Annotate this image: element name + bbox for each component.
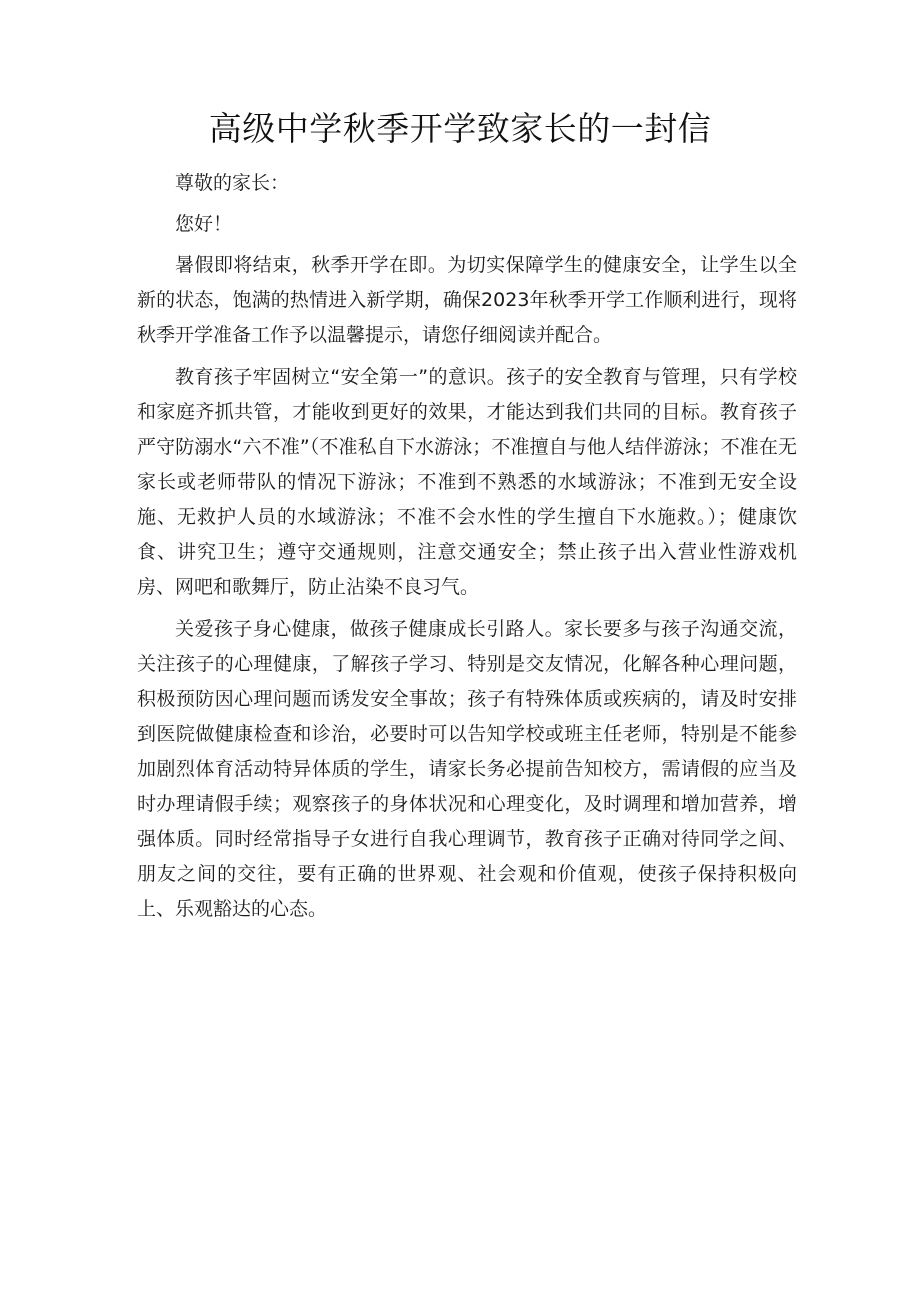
paragraph-safety: 教育孩子牢固树立“安全第一”的意识。孩子的安全教育与管理，只有学校和家庭齐抓共管，才能收到更好的效果，才能达到我们共同的目标。教育孩子严守防溺水“六不准”（不准私自下水游泳；不准擅自与他人结伴游泳；不准在无家长或老师带队的情况下游泳；不准到不熟悉的水域游泳；不准到无安全设施、无救护人员的水域游泳；不准不会水性的学生擅自下水施救。）；健康饮食、讲究卫生；遵守交通规则，注意交通安全；禁止孩子出入营业性游戏机房、网吧和歌舞厅，防止沾染不良习气。 (137, 366, 797, 598)
paragraph-health: 关爱孩子身心健康，做孩子健康成长引路人。家长要多与孩子沟通交流，关注孩子的心理健康，了解孩子学习、特别是交友情况，化解各种心理问题，积极预防因心理问题而诱发安全事故；孩子有特殊体质或疾病的，请及时安排到医院做健康检查和诊治，必要时可以告知学校或班主任老师，特别是不能参加剧烈体育活动特异体质的学生，请家长务必提前告知校方，需请假的应当及时办理请假手续；观察孩子的身体状况和心理变化，及时调理和增加营养，增强体质。同时经常指导子女进行自我心理调节，教育孩子正确对待同学之间、朋友之间的交往，要有正确的世界观、社会观和价值观，使孩子保持积极向上、乐观豁达的心态。 (137, 618, 797, 920)
greeting: 您好！ (175, 213, 233, 235)
letter-body (137, 166, 797, 929)
salutation: 尊敬的家长： (175, 172, 290, 194)
letter-title: 高级中学秋季开学致家长的一封信 (208, 109, 712, 148)
paragraph-intro: 暑假即将结束，秋季开学在即。为切实保障学生的健康安全，让学生以全新的状态，饱满的热情进入新学期，确保2023年秋季开学工作顺利进行，现将秋季开学准备工作予以温馨提示，请您仔细阅读并配合。 (137, 254, 797, 346)
